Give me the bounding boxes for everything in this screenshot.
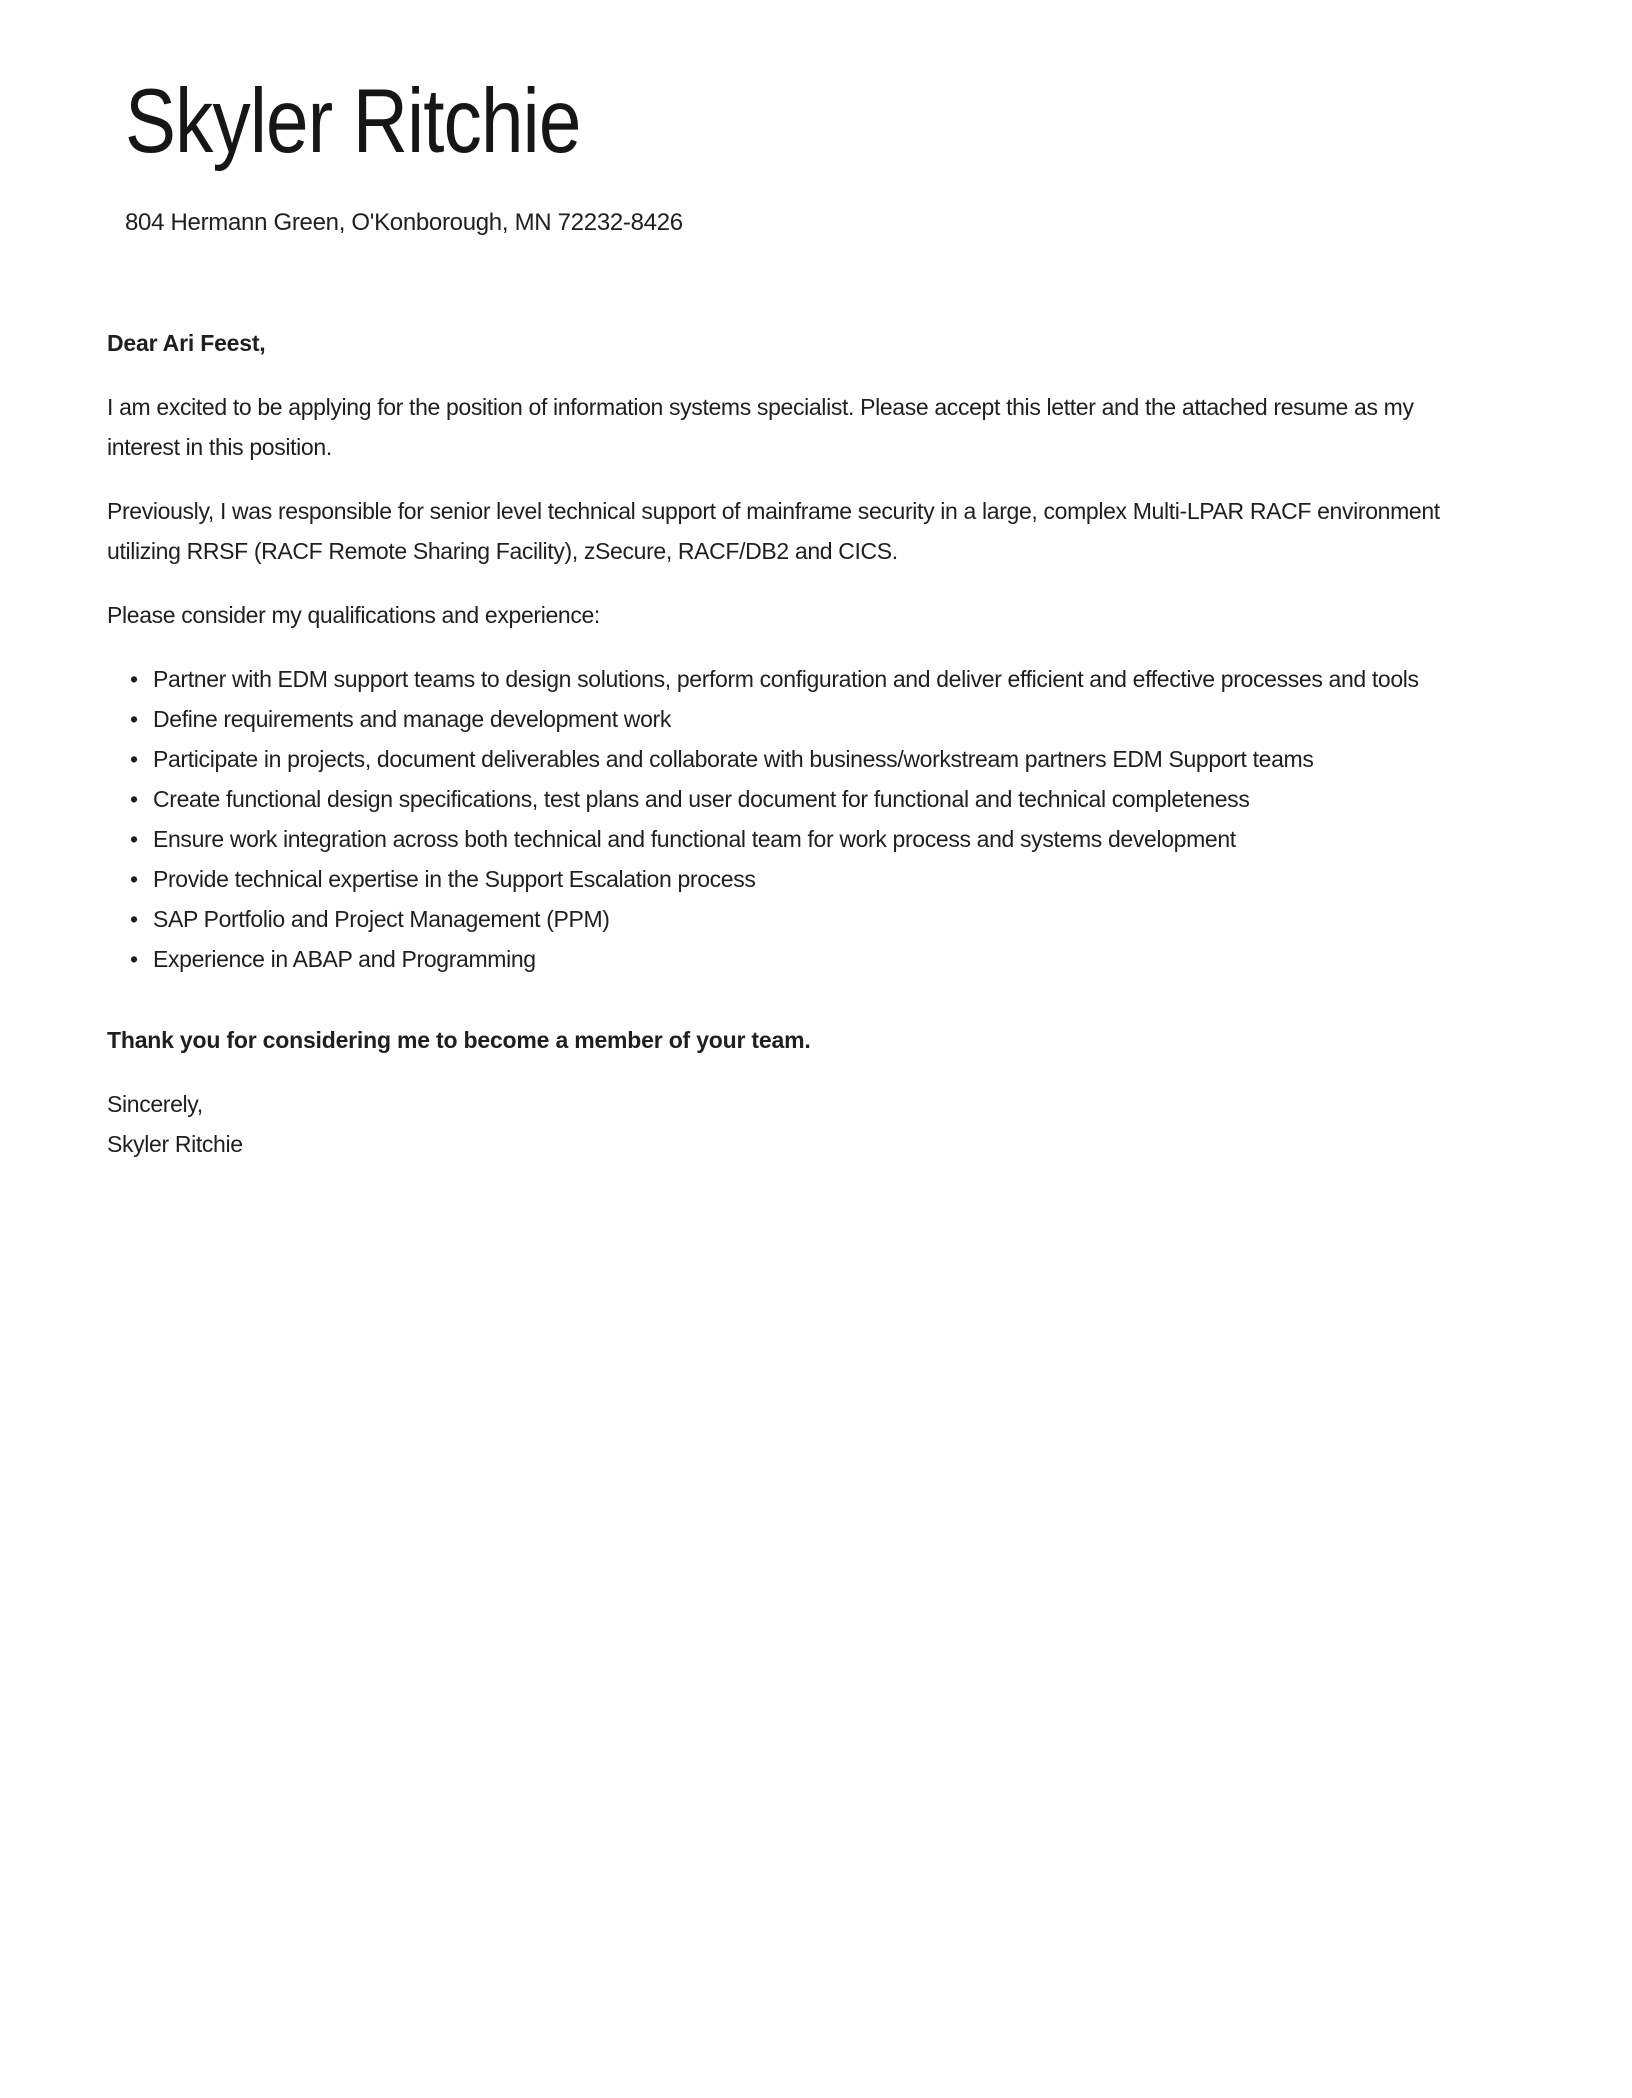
- closing-line: Sincerely,: [107, 1091, 203, 1117]
- qualification-item: • Create functional design specifications, test plans and user document for functional and technical completeness: [153, 779, 1490, 819]
- paragraph-experience: Previously, I was responsible for senior level technical support of mainframe security in a large, complex Multi-LPAR RACF environment utilizing RRSF (RACF Remote Sharing Facility), zSecure, RACF/DB2 and CICS.: [107, 498, 1440, 564]
- qualifications-list: [107, 659, 1490, 979]
- applicant-name: Skyler Ritchie: [125, 71, 581, 172]
- qualification-item: • Define requirements and manage development work: [153, 699, 1490, 739]
- closing-block: [107, 1084, 1490, 1164]
- qualification-item: • Partner with EDM support teams to design solutions, perform configuration and deliver efficient and effective processes and tools: [153, 659, 1490, 699]
- paragraph-qualifications-lead: Please consider my qualifications and experience:: [107, 602, 600, 628]
- signature-name: Skyler Ritchie: [107, 1131, 243, 1157]
- letter-body: [107, 323, 1490, 1164]
- qualification-item: • Participate in projects, document deliverables and collaborate with business/workstream partners EDM Support teams: [153, 739, 1490, 779]
- qualification-item: • Ensure work integration across both technical and functional team for work process and systems development: [153, 819, 1490, 859]
- letter-header: [125, 71, 1490, 243]
- greeting-line: Dear Ari Feest,: [107, 330, 266, 356]
- applicant-address: 804 Hermann Green, O'Konborough, MN 72232-8426: [125, 209, 683, 236]
- thanks-line: Thank you for considering me to become a member of your team.: [107, 1027, 811, 1053]
- qualification-item: • Experience in ABAP and Programming: [153, 939, 1490, 979]
- qualification-item: • Provide technical expertise in the Support Escalation process: [153, 859, 1490, 899]
- qualification-item: • SAP Portfolio and Project Management (PPM): [153, 899, 1490, 939]
- paragraph-intro: I am excited to be applying for the position of information systems specialist. Please accept this letter and the attached resume as my interest in this position.: [107, 394, 1414, 460]
